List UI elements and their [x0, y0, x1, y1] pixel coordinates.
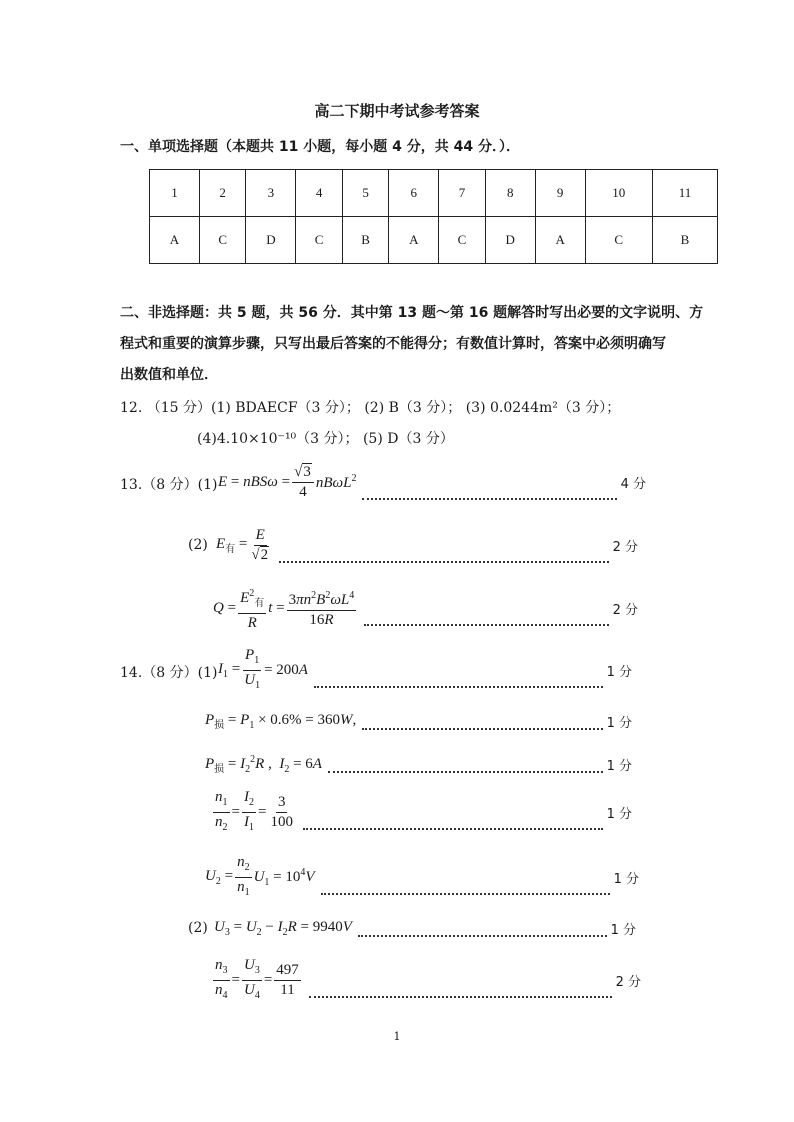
table-cell: C — [585, 217, 652, 264]
table-cell: 3 — [246, 170, 296, 217]
q13-equation-3: Q = $\frac{E^2_有}{R}$ t = $\frac{3\pi n^2B^2\omega L^4}{16R}$ 2 分 — [213, 586, 638, 630]
score: 4 分 — [620, 476, 646, 492]
table-cell: B — [342, 217, 388, 264]
table-cell: 4 — [296, 170, 342, 217]
q14-prefix: 14.（8 分）(1) — [120, 665, 218, 681]
q14-equation-3: $P_损 = I_2^2R$ , $I_2 = 6A$ 1 分 — [205, 753, 632, 775]
score: 2 分 — [615, 974, 641, 990]
answer-table — [149, 169, 718, 264]
score: 1 分 — [613, 871, 639, 887]
q14-equation-1: $I_1$ = $\frac{P_1}{U_1}$ = 200A 1 分 — [218, 646, 632, 691]
table-cell: 10 — [585, 170, 652, 217]
table-cell: C — [439, 217, 485, 264]
table-cell: D — [246, 217, 296, 264]
score: 1 分 — [606, 758, 632, 774]
score: 1 分 — [606, 664, 632, 680]
table-cell: 11 — [652, 170, 717, 217]
q14-equation-2: $P_损 = P_1 \times 0.6\% = 360W$, 1 分 — [205, 711, 632, 731]
table-cell: 8 — [485, 170, 535, 217]
page-number: 1 — [393, 1030, 401, 1043]
table-cell: A — [535, 217, 585, 264]
table-cell: B — [652, 217, 717, 264]
q14-equation-7: $\frac{n_3}{n_4}$ = $\frac{U_3}{U_4}$ = $\frac{497}{11}$ 2 分 — [215, 956, 641, 1001]
score: 2 分 — [612, 539, 638, 555]
section-2-line-2: 程式和重要的演算步骤，只写出最后答案的不能得分；有数值计算时，答案中必须明确写 — [120, 336, 666, 352]
table-cell: 2 — [199, 170, 245, 217]
table-cell: C — [296, 217, 342, 264]
table-row-numbers — [150, 170, 718, 217]
table-cell: 6 — [389, 170, 439, 217]
q13-equation-2: $E_有$ = $\frac{E}{√2}$ 2 分 — [216, 526, 638, 563]
table-cell: 5 — [342, 170, 388, 217]
table-cell: C — [199, 217, 245, 264]
section-1-heading: 一、单项选择题（本题共 11 小题，每小题 4 分，共 44 分．）． — [120, 139, 520, 155]
score: 1 分 — [606, 806, 632, 822]
table-cell: 7 — [439, 170, 485, 217]
score: 1 分 — [606, 715, 632, 731]
section-2-line-1: 二、非选择题：共 5 题，共 56 分．其中第 13 题～第 16 题解答时写出必要的文字说明、方 — [120, 305, 704, 321]
q13-prefix: 13.（8 分）(1) — [120, 477, 218, 493]
table-cell: A — [389, 217, 439, 264]
q13-equation-1: E = nBSω = $\frac{√3}{4}$ nBωL$^2$ 4 分 — [218, 463, 646, 500]
section-2-line-3: 出数值和单位． — [120, 367, 218, 383]
score: 2 分 — [612, 602, 638, 618]
table-cell: D — [485, 217, 535, 264]
q14-part-2-label: (2) — [188, 920, 208, 936]
table-cell: 9 — [535, 170, 585, 217]
q14-equation-4: $\frac{n_1}{n_2}$ = $\frac{I_2}{I_1}$ = $\frac{3}{100}$ 1 分 — [215, 788, 632, 833]
q12-line-1: 12. （15 分）(1) BDAECF（3 分）； (2) B（3 分）； (3) 0.0244m²（3 分）； — [120, 400, 621, 416]
page-title: 高二下期中考试参考答案 — [314, 102, 480, 120]
q12-line-2: (4)4.10×10⁻¹⁰（3 分）； (5) D（3 分） — [197, 431, 454, 447]
q14-equation-5: $U_2$ = $\frac{n_2}{n_1}$ $U_1 = 10^4V$ 1 分 — [205, 853, 639, 898]
table-row-answers — [150, 217, 718, 264]
q14-equation-6: $U_3 = U_2 - I_2R = 9940V$ 1 分 — [214, 918, 636, 938]
q13-part-2-label: (2) — [188, 537, 208, 553]
score: 1 分 — [610, 922, 636, 938]
table-cell: 1 — [150, 170, 200, 217]
table-cell: A — [150, 217, 200, 264]
